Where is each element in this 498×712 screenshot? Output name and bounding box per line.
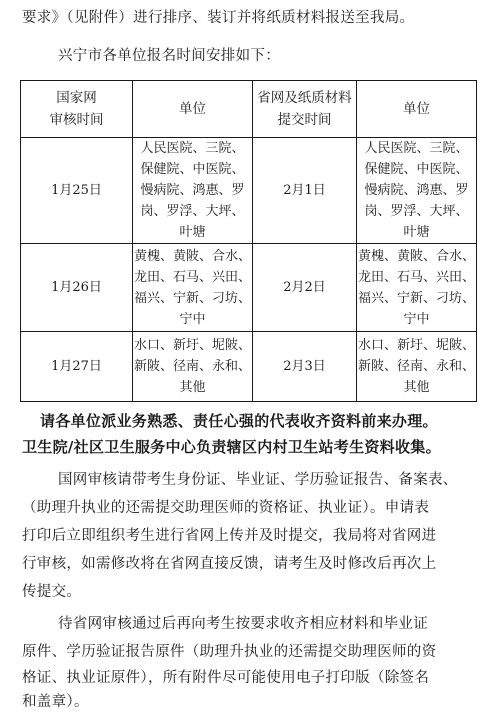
unit-line: 其他 bbox=[179, 380, 206, 395]
paragraph-1-line: 打印后立即组织考生进行省网上传并及时提交，我局将对省网进 bbox=[22, 528, 437, 544]
units-cell bbox=[357, 138, 477, 244]
unit-line: 黄槐、黄陂、合水、 bbox=[133, 248, 251, 264]
units-cell bbox=[133, 138, 253, 244]
intro-tail-text: 要求》（见附件）进行排序、装订并将纸质材料报送至我局。 bbox=[22, 10, 415, 26]
header-unit-b: 单位 bbox=[357, 81, 477, 138]
national-date-cell: 1月26日 bbox=[21, 244, 133, 332]
unit-line: 宁中 bbox=[179, 311, 206, 327]
units-cell bbox=[133, 332, 253, 402]
units-cell bbox=[133, 244, 253, 332]
header-text: 审核时间 bbox=[49, 112, 104, 128]
unit-line: 新陂、径南、永和、 bbox=[357, 359, 475, 374]
provincial-date-cell: 2月1日 bbox=[253, 138, 357, 244]
units-cell bbox=[357, 332, 477, 402]
table-row bbox=[21, 244, 477, 332]
header-provincial-submit-time bbox=[253, 81, 357, 138]
units-cell bbox=[357, 244, 477, 332]
provincial-date-cell: 2月3日 bbox=[253, 332, 357, 402]
paragraph-1-line: （助理升执业的还需提交助理医师的资格证、执业证）。申请表 bbox=[22, 500, 430, 516]
unit-line: 龙田、石马、兴田、 bbox=[357, 269, 475, 285]
notice-representative: 请各单位派业务熟悉、责任心强的代表收齐资料前来办理。 bbox=[40, 412, 438, 430]
unit-line: 福兴、宁新、刁坊、 bbox=[133, 290, 251, 306]
unit-line: 岗、罗浮、大坪、 bbox=[364, 204, 469, 219]
national-date-cell: 1月25日 bbox=[21, 138, 133, 244]
paragraph-2-line: 原件、学历验证报告原件（助理升执业的还需提交助理医师的资 bbox=[22, 644, 437, 660]
paragraph-1-line: 传提交。 bbox=[22, 584, 82, 600]
schedule-table bbox=[20, 80, 477, 402]
unit-line: 叶塘 bbox=[403, 225, 430, 240]
header-national-review-time bbox=[21, 81, 133, 138]
unit-line: 水口、新圩、坭陂、 bbox=[357, 338, 475, 353]
unit-line: 慢病院、鸿惠、罗 bbox=[364, 183, 469, 198]
unit-line: 其他 bbox=[403, 380, 430, 395]
table-row bbox=[21, 138, 477, 244]
provincial-date-cell: 2月2日 bbox=[253, 244, 357, 332]
header-text: 省网及纸质材料 bbox=[257, 90, 352, 106]
notice-health-center: 卫生院/社区卫生服务中心负责辖区内村卫生站考生资料收集。 bbox=[22, 438, 441, 456]
header-unit-a: 单位 bbox=[133, 81, 253, 138]
unit-line: 保健院、中医院、 bbox=[140, 162, 245, 177]
paragraph-1-line: 国网审核请带考生身份证、毕业证、学历验证报告、备案表、 bbox=[58, 472, 458, 488]
unit-line: 保健院、中医院、 bbox=[364, 162, 469, 177]
unit-line: 慢病院、鸿惠、罗 bbox=[140, 183, 245, 198]
unit-line: 福兴、宁新、刁坊、 bbox=[357, 290, 475, 306]
unit-line: 人民医院、三院、 bbox=[140, 141, 245, 156]
paragraph-2-line: 待省网审核通过后再向考生按要求收齐相应材料和毕业证 bbox=[58, 616, 428, 632]
unit-line: 岗、罗浮、大坪、 bbox=[140, 204, 245, 219]
header-text: 国家网 bbox=[56, 90, 97, 106]
unit-line: 龙田、石马、兴田、 bbox=[133, 269, 251, 285]
unit-line: 水口、新圩、坭陂、 bbox=[133, 338, 251, 353]
unit-line: 叶塘 bbox=[179, 225, 206, 240]
paragraph-2-line: 和盖章）。 bbox=[22, 694, 89, 710]
paragraph-1-line: 行审核，如需修改将在省网直接反馈，请考生及时修改后再次上 bbox=[22, 556, 437, 572]
unit-line: 新陂、径南、永和、 bbox=[133, 359, 251, 374]
unit-line: 宁中 bbox=[403, 311, 430, 327]
national-date-cell: 1月27日 bbox=[21, 332, 133, 402]
unit-line: 黄槐、黄陂、合水、 bbox=[357, 248, 475, 264]
unit-line: 人民医院、三院、 bbox=[364, 141, 469, 156]
paragraph-2-line: 格证、执业证原件），所有附件尽可能使用电子打印版（除签名 bbox=[22, 670, 430, 686]
schedule-intro-text: 兴宁市各单位报名时间安排如下： bbox=[58, 48, 280, 64]
table-header-row bbox=[21, 81, 477, 138]
header-text: 提交时间 bbox=[277, 112, 332, 128]
table-row bbox=[21, 332, 477, 402]
